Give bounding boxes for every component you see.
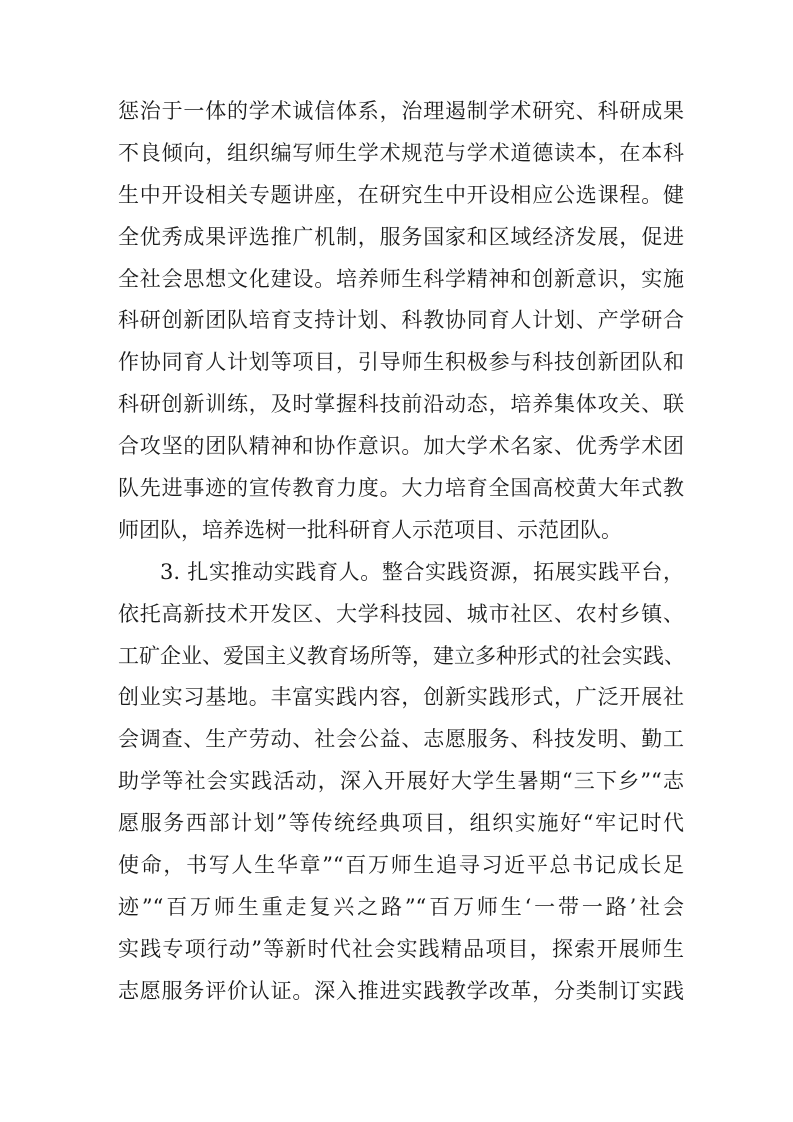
text-line: 科研创新团队培育支持计划、科教协同育人计划、产学研合 xyxy=(118,308,684,333)
text-line: 使命，书写人生华章”“百万师生追寻习近平总书记成长足 xyxy=(118,853,684,878)
paragraph-end-line: 师团队，培养选树一批科研育人示范项目、示范团队。 xyxy=(118,517,622,542)
text-line: 创业实习基地。丰富实践内容，创新实践形式，广泛开展社 xyxy=(118,685,684,710)
text-line: 工矿企业、爱国主义教育场所等，建立多种形式的社会实践、 xyxy=(118,643,685,668)
text-line: 依托高新技术开发区、大学科技园、城市社区、农村乡镇、 xyxy=(118,601,684,626)
text-line: 惩治于一体的学术诚信体系，治理遏制学术研究、科研成果 xyxy=(118,99,684,123)
text-line: 队先进事迹的宣传教育力度。大力培育全国高校黄大年式教 xyxy=(118,476,684,501)
section-heading-line: 3. 扎实推动实践育人。整合实践资源，拓展实践平台， xyxy=(160,559,684,584)
text-line: 志愿服务评价认证。深入推进实践教学改革，分类制订实践 xyxy=(118,978,684,1003)
text-line: 不良倾向，组织编写师生学术规范与学术道德读本，在本科 xyxy=(118,140,684,165)
text-line: 合攻坚的团队精神和协作意识。加大学术名家、优秀学术团 xyxy=(118,434,684,459)
text-line: 作协同育人计划等项目，引导师生积极参与科技创新团队和 xyxy=(118,350,684,375)
text-line: 迹”“百万师生重走复兴之路”“百万师生‘一带一路’社会 xyxy=(118,894,684,919)
text-line: 实践专项行动”等新时代社会实践精品项目，探索开展师生 xyxy=(118,936,684,961)
text-line: 助学等社会实践活动，深入开展好大学生暑期“三下乡”“志 xyxy=(118,769,684,794)
text-line: 愿服务西部计划”等传统经典项目，组织实施好“牢记时代 xyxy=(118,811,684,836)
text-line: 生中开设相关专题讲座，在研究生中开设相应公选课程。健 xyxy=(118,182,684,207)
text-line: 全社会思想文化建设。培养师生科学精神和创新意识，实施 xyxy=(118,266,684,291)
text-line: 全优秀成果评选推广机制，服务国家和区域经济发展，促进 xyxy=(118,224,684,249)
text-line: 科研创新训练，及时掌握科技前沿动态，培养集体攻关、联 xyxy=(118,392,684,417)
text-line: 会调查、生产劳动、社会公益、志愿服务、科技发明、勤工 xyxy=(118,727,684,752)
body-text xyxy=(118,91,684,1013)
